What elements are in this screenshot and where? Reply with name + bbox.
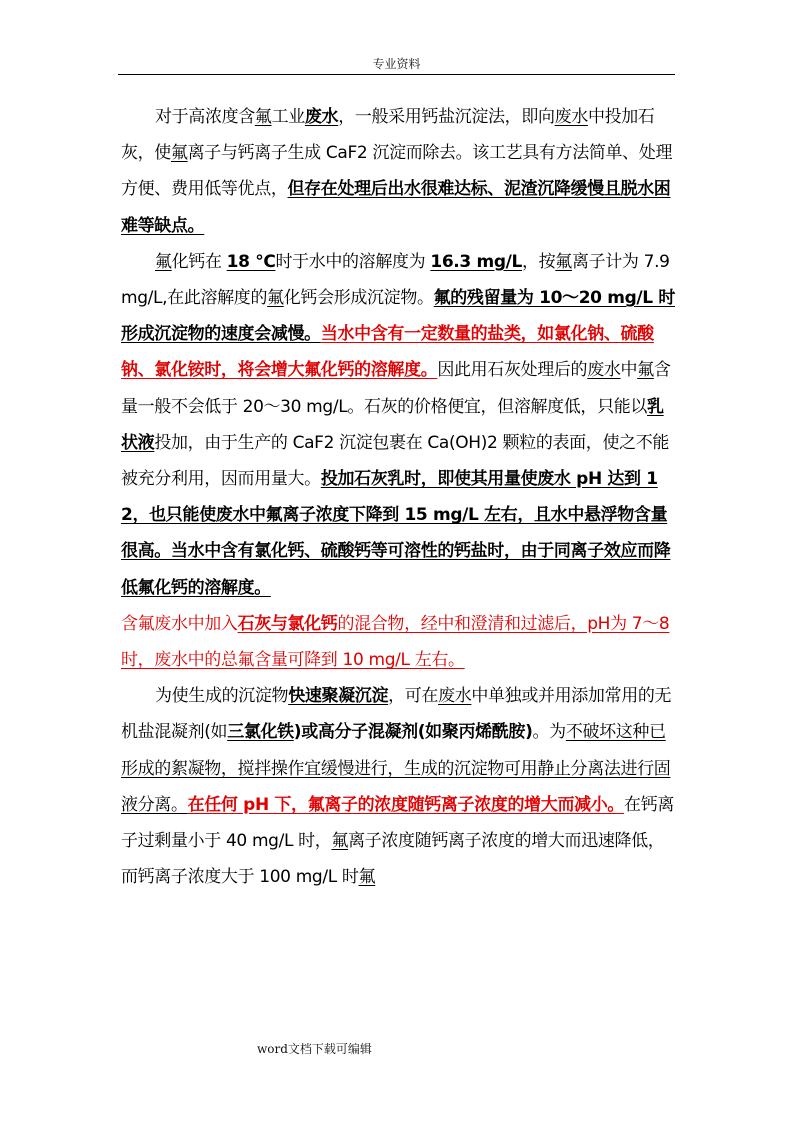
text-segment: 16.3 mg/L [430, 251, 522, 272]
text-segment: 离子浓度随钙离子浓度的增大而迅速降低，而钙离子浓度大于 100 mg/L 时 [121, 831, 665, 888]
text-segment: 废水 [587, 360, 621, 381]
text-segment: 为使生成的沉淀物 [155, 686, 289, 707]
text-segment: 在任何 pH 下，氟离子的浓度随钙离子浓度的增大而减小。 [187, 794, 625, 815]
text-segment: 在钙离子过剩量小于 40 mg/L 时， [121, 794, 674, 852]
text-segment: 投加石灰乳时，即使其用量使废水 pH 达到 12，也只能使废水中氟离子浓度下降到 15 mg/L 左右，且水中悬浮物含量很高。当水中含有氯化钙、硫酸钙等可溶性的钙盐时，由于同离子效应而降低氟化钙的溶解度。 [121, 469, 671, 598]
text-segment: 乳状液 [121, 396, 664, 453]
text-segment: 中投加石灰，使 [121, 107, 655, 164]
text-segment: 废水 [554, 107, 588, 127]
text-segment: 氟 [555, 251, 572, 272]
text-segment: 18 ℃ [226, 251, 276, 272]
header-rule [118, 74, 675, 75]
text-segment: 含氟废水中加入 [121, 613, 238, 634]
text-segment: ，可在 [388, 686, 439, 707]
text-segment: ，按 [521, 251, 556, 272]
text-segment: 工业 [271, 107, 305, 127]
page-footer: word文档下载可编辑 [257, 1042, 372, 1056]
text-segment: 离子与钙离子生成 CaF2 沉淀而除去。该工艺具有方法简单、处理方便、费用低等优点， [121, 143, 673, 200]
text-segment: 氟 [267, 288, 284, 309]
text-segment: ，一般采用钙盐沉淀法，即向 [338, 107, 555, 127]
text-segment: 离子计为 7.9 mg/L,在此溶解度的 [121, 251, 670, 309]
text-segment: 投加，由于生产的 CaF2 沉淀包裹在 Ca(OH)2 颗粒的表面，使之不能被充分利用，因而用量大。 [121, 432, 670, 490]
text-segment: 化钙在 [171, 251, 227, 272]
text-segment: 废水 [304, 107, 339, 127]
text-segment: 中 [620, 360, 638, 381]
text-segment: 对于高浓度含 [155, 107, 255, 127]
text-segment: 因此用石灰处理后的 [437, 360, 588, 381]
text-segment: 三氯化铁 [227, 722, 294, 743]
text-segment: 时于水中的溶解度为 [275, 251, 431, 272]
text-segment: 氟的残留量为 10～20 mg/L 时形成沉淀物的速度会减慢。 [121, 288, 675, 345]
text-segment: 快速聚凝沉淀 [288, 686, 389, 707]
document-body [121, 99, 679, 895]
paragraph-3 [121, 606, 679, 678]
text-segment: 氟 [331, 831, 349, 852]
text-segment: 氟 [358, 867, 376, 888]
paragraph-2 [121, 244, 679, 606]
text-segment: 氟 [170, 143, 188, 164]
page-header: 专业资料 [372, 57, 421, 71]
paragraph-1 [121, 99, 679, 244]
text-segment: 中单独或并用添加常用的无机盐混凝剂(如 [121, 686, 672, 743]
text-segment: 含量一般不会低于 20～30 mg/L。石灰的价格便宜，但溶解度低，只能以 [121, 360, 671, 417]
text-segment: 的混合物，经中和澄清和过滤后，pH为 7～8 时，废水中的总氟含量可降到 10 mg/L 左右。 [121, 613, 670, 671]
text-segment: 石灰与氯化钙 [237, 613, 338, 634]
text-segment: 氟 [637, 360, 654, 381]
text-segment: 氟 [254, 107, 272, 127]
text-segment: 当水中含有一定数量的盐类，如氯化钠、硫酸钠、氯化铵时，将会增大氟化钙的溶解度。 [121, 324, 654, 381]
paragraph-4 [121, 678, 679, 895]
text-segment: 不破坏这种已形成的絮凝物，搅拌操作宜缓慢进行，生成的沉淀物可用静止分离法进行固液分离。 [121, 722, 671, 815]
text-segment: 。为 [532, 722, 566, 743]
text-segment: 废水 [438, 686, 472, 707]
text-segment: 氟 [155, 251, 172, 272]
text-segment: 化钙会形成沉淀物。 [283, 288, 434, 309]
text-segment: 但存在处理后出水很难达标、泥渣沉降缓慢且脱水困难等缺点。 [121, 179, 671, 236]
text-segment: )或高分子混凝剂(如聚丙烯酰胺) [293, 722, 533, 743]
